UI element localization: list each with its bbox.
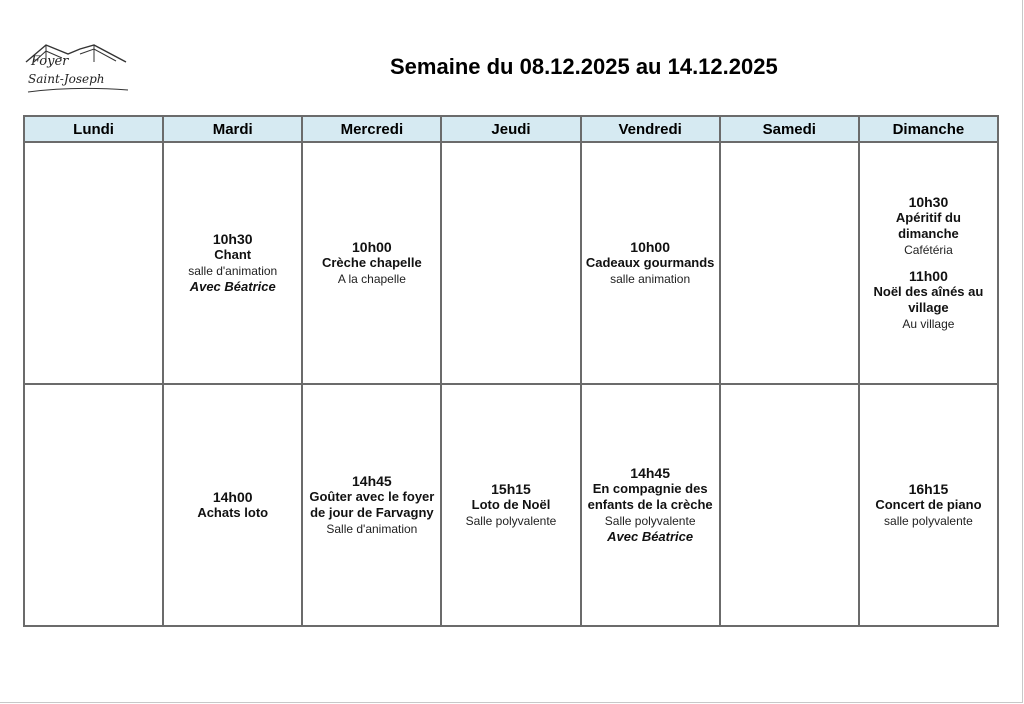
day-header-mardi: Mardi bbox=[163, 116, 302, 142]
day-cell-dimanche bbox=[859, 142, 998, 384]
activity-entry bbox=[168, 489, 297, 521]
day-header-mercredi: Mercredi bbox=[302, 116, 441, 142]
activity-location: salle d'animation bbox=[188, 264, 278, 278]
activity-time: 15h15 bbox=[491, 481, 531, 497]
schedule-body bbox=[24, 142, 998, 626]
day-cell-jeudi bbox=[441, 384, 580, 626]
page-title: Semaine du 08.12.2025 au 14.12.2025 bbox=[390, 54, 778, 79]
activity-location: A la chapelle bbox=[337, 272, 406, 286]
day-header-dimanche: Dimanche bbox=[859, 116, 998, 142]
activity-location: Salle d'animation bbox=[326, 522, 418, 536]
day-header-vendredi: Vendredi bbox=[581, 116, 720, 142]
activity-time: 10h00 bbox=[352, 239, 392, 255]
activity-host: Avec Béatrice bbox=[189, 279, 276, 294]
activity-title: Crèche chapelle bbox=[321, 255, 422, 270]
activity-entry bbox=[307, 239, 436, 287]
activity-title: Cadeaux gourmands bbox=[585, 255, 715, 270]
activity-title: Noël des aînés au village bbox=[873, 284, 984, 315]
activity-time: 14h45 bbox=[630, 465, 670, 481]
logo-text-saint-joseph: Saint-Joseph bbox=[28, 72, 105, 86]
activity-entry bbox=[586, 239, 715, 287]
day-cell-samedi bbox=[720, 142, 859, 384]
day-cell-mercredi bbox=[302, 142, 441, 384]
day-cell-lundi bbox=[24, 384, 163, 626]
schedule-row-morning bbox=[24, 142, 998, 384]
logo-text-foyer: Foyer bbox=[31, 54, 69, 69]
day-cell-samedi bbox=[720, 384, 859, 626]
activity-time: 10h00 bbox=[630, 239, 670, 255]
activity-entry bbox=[586, 465, 715, 545]
day-cell-jeudi bbox=[441, 142, 580, 384]
activity-time: 11h00 bbox=[908, 268, 948, 284]
activity-location: salle animation bbox=[610, 272, 691, 286]
activity-time: 16h15 bbox=[908, 481, 949, 497]
day-cell-mardi bbox=[163, 142, 302, 384]
activity-time: 14h00 bbox=[212, 489, 253, 505]
activity-title: Loto de Noël bbox=[471, 497, 551, 512]
activity-title: Achats loto bbox=[197, 505, 269, 520]
day-header-lundi: Lundi bbox=[24, 116, 163, 142]
house-roof-icon bbox=[24, 40, 132, 98]
day-cell-vendredi bbox=[581, 142, 720, 384]
activity-location: salle polyvalente bbox=[884, 514, 973, 528]
activity-entry bbox=[864, 268, 993, 332]
activity-title: Concert de piano bbox=[875, 497, 982, 512]
activity-entry bbox=[446, 481, 575, 529]
weekly-schedule-table bbox=[23, 115, 999, 627]
activity-time: 10h30 bbox=[212, 231, 253, 247]
activity-entry bbox=[864, 194, 993, 258]
activity-location: Salle polyvalente bbox=[465, 514, 557, 528]
activity-host: Avec Béatrice bbox=[607, 529, 694, 544]
activity-title: Apéritif du dimanche bbox=[895, 210, 961, 241]
day-cell-dimanche bbox=[859, 384, 998, 626]
activity-entry bbox=[864, 481, 993, 529]
day-header-jeudi: Jeudi bbox=[441, 116, 580, 142]
activity-entry bbox=[307, 473, 436, 537]
days-header-row bbox=[24, 116, 998, 142]
activity-time: 10h30 bbox=[908, 194, 949, 210]
day-header-samedi: Samedi bbox=[720, 116, 859, 142]
day-cell-vendredi bbox=[581, 384, 720, 626]
schedule-row-afternoon bbox=[24, 384, 998, 626]
activity-title: Chant bbox=[214, 247, 252, 262]
activity-time: 14h45 bbox=[352, 473, 392, 489]
foyer-logo bbox=[24, 40, 132, 98]
activity-title: Goûter avec le foyer de jour de Farvagny bbox=[309, 489, 435, 520]
activity-title: En compagnie des enfants de la crèche bbox=[587, 481, 713, 512]
activity-location: Salle polyvalente bbox=[604, 514, 696, 528]
activity-location: Cafétéria bbox=[904, 243, 953, 257]
activity-entry bbox=[168, 231, 297, 295]
activity-location: Au village bbox=[902, 317, 955, 331]
day-cell-mardi bbox=[163, 384, 302, 626]
day-cell-lundi bbox=[24, 142, 163, 384]
day-cell-mercredi bbox=[302, 384, 441, 626]
